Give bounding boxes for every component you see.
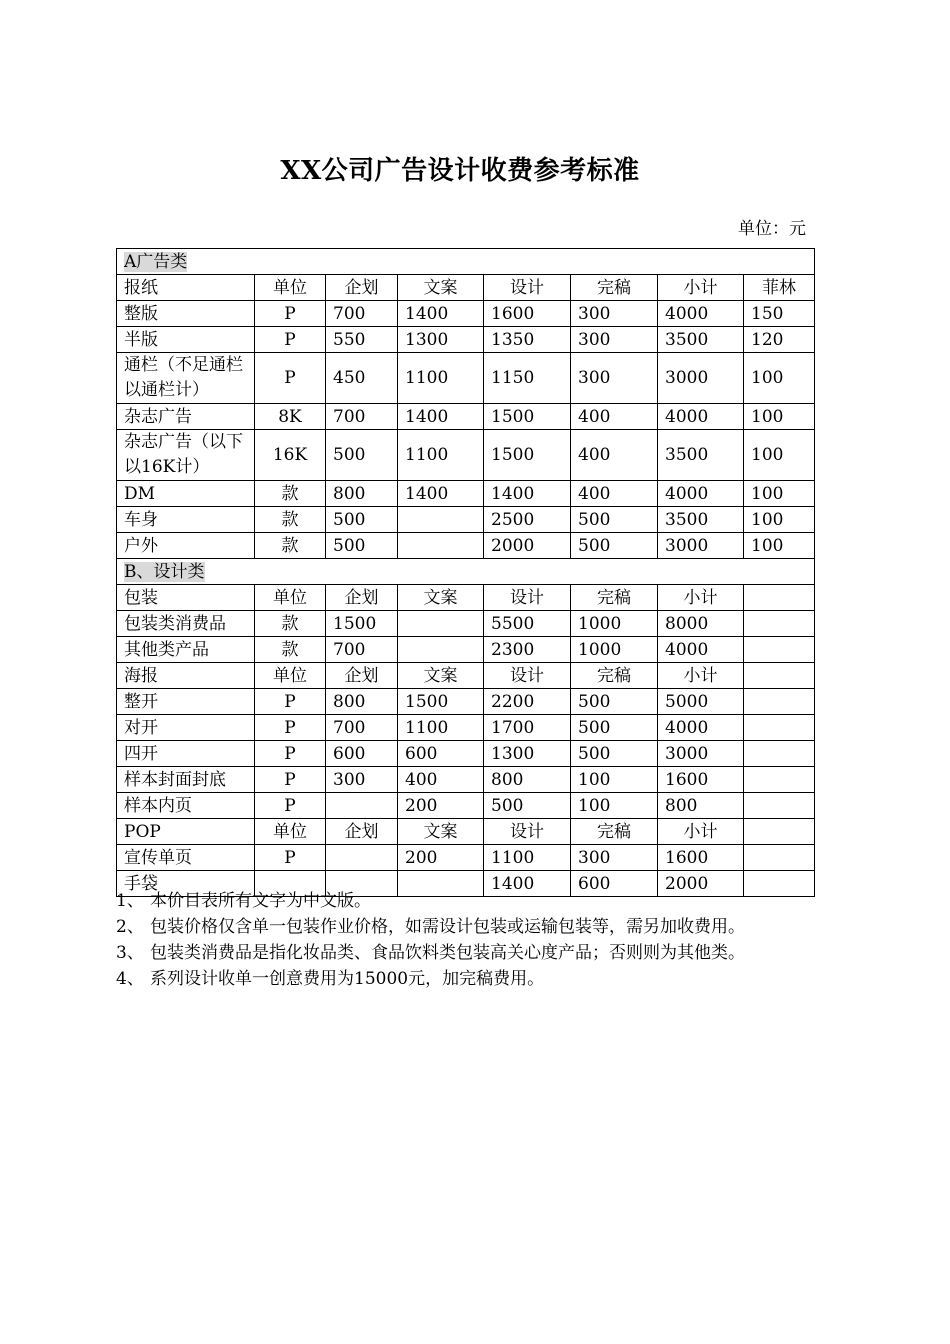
table-cell: 4000 — [658, 481, 744, 507]
header-cell: 文案 — [398, 819, 484, 845]
note-item — [116, 888, 745, 914]
table-cell: 5500 — [484, 611, 571, 637]
table-cell: 2200 — [484, 689, 571, 715]
table-cell: P — [255, 715, 326, 741]
table-cell: 1500 — [484, 430, 571, 481]
table-cell: 600 — [326, 741, 398, 767]
row-label-cell: 其他类产品 — [117, 637, 255, 663]
table-cell — [744, 689, 815, 715]
table-cell: 400 — [571, 430, 658, 481]
table-cell: 2000 — [484, 533, 571, 559]
table-cell: 300 — [571, 327, 658, 353]
table-cell: 500 — [571, 741, 658, 767]
header-cell: 小计 — [658, 819, 744, 845]
header-cell: 单位 — [255, 819, 326, 845]
header-cell: 企划 — [326, 275, 398, 301]
header-cell: 设计 — [484, 819, 571, 845]
table-cell: 150 — [744, 301, 815, 327]
header-cell: 文案 — [398, 663, 484, 689]
table-cell: 100 — [744, 533, 815, 559]
table-cell: 200 — [398, 793, 484, 819]
table-cell: 800 — [326, 689, 398, 715]
header-cell: 菲林 — [744, 275, 815, 301]
table-row — [117, 741, 815, 767]
table-cell: 500 — [326, 507, 398, 533]
table-cell: 1600 — [484, 301, 571, 327]
table-row — [117, 430, 815, 481]
table-cell: 100 — [571, 793, 658, 819]
table-cell — [326, 793, 398, 819]
table-cell: 1500 — [398, 689, 484, 715]
table-cell: 8000 — [658, 611, 744, 637]
header-cell: 报纸 — [117, 275, 255, 301]
packaging-header-row — [117, 585, 815, 611]
table-cell: P — [255, 741, 326, 767]
section-title: B、设计类 — [124, 561, 205, 582]
table-cell: 100 — [744, 430, 815, 481]
header-cell: 设计 — [484, 585, 571, 611]
table-cell — [744, 767, 815, 793]
table-cell: 1300 — [398, 327, 484, 353]
row-label-cell: 整版 — [117, 301, 255, 327]
row-label-cell: 包装类消费品 — [117, 611, 255, 637]
table-row — [117, 327, 815, 353]
table-cell: 1150 — [484, 353, 571, 404]
note-text: 包装类消费品是指化妆品类、食品饮料类包装高关心度产品；否则则为其他类。 — [150, 943, 745, 963]
header-cell: 单位 — [255, 663, 326, 689]
header-cell: 海报 — [117, 663, 255, 689]
row-label-cell: 杂志广告（以下以16K计） — [117, 430, 255, 481]
table-row — [117, 689, 815, 715]
header-cell: 单位 — [255, 275, 326, 301]
table-cell: 1600 — [658, 845, 744, 871]
table-cell: 款 — [255, 533, 326, 559]
table-cell: 1000 — [571, 611, 658, 637]
header-cell: 完稿 — [571, 275, 658, 301]
table-cell: 5000 — [658, 689, 744, 715]
header-cell: 完稿 — [571, 663, 658, 689]
table-cell: 1600 — [658, 767, 744, 793]
table-cell: 550 — [326, 327, 398, 353]
table-cell: 1350 — [484, 327, 571, 353]
table-cell: 2000 — [658, 871, 744, 897]
header-cell: 文案 — [398, 585, 484, 611]
table-cell: 1400 — [398, 301, 484, 327]
table-cell: 100 — [744, 353, 815, 404]
table-cell: 1400 — [398, 481, 484, 507]
table-cell: 1400 — [484, 481, 571, 507]
fee-table — [116, 248, 815, 897]
header-cell: 文案 — [398, 275, 484, 301]
table-cell: 8K — [255, 404, 326, 430]
table-row — [117, 793, 815, 819]
header-cell: 设计 — [484, 663, 571, 689]
table-row — [117, 301, 815, 327]
table-cell: 700 — [326, 637, 398, 663]
table-cell — [744, 637, 815, 663]
table-cell: P — [255, 327, 326, 353]
note-item — [116, 914, 745, 940]
table-row — [117, 611, 815, 637]
table-cell: 400 — [571, 481, 658, 507]
note-text: 系列设计收单一创意费用为15000元，加完稿费用。 — [150, 969, 545, 989]
section-title-cell — [117, 249, 815, 275]
table-cell: 款 — [255, 507, 326, 533]
table-cell: 4000 — [658, 637, 744, 663]
header-cell: 包装 — [117, 585, 255, 611]
note-number: 1、 — [116, 891, 144, 911]
table-cell: 120 — [744, 327, 815, 353]
row-label-cell: 宣传单页 — [117, 845, 255, 871]
table-cell: 100 — [744, 507, 815, 533]
table-cell — [398, 533, 484, 559]
table-cell: 1100 — [398, 715, 484, 741]
notes-list — [116, 888, 745, 992]
table-cell: 100 — [744, 404, 815, 430]
header-cell: 设计 — [484, 275, 571, 301]
table-cell: 400 — [398, 767, 484, 793]
table-cell: 4000 — [658, 301, 744, 327]
table-cell: 450 — [326, 353, 398, 404]
row-label-cell: 样本内页 — [117, 793, 255, 819]
header-cell — [744, 819, 815, 845]
table-cell: 300 — [571, 845, 658, 871]
table-cell: 300 — [326, 767, 398, 793]
table-cell: 500 — [571, 533, 658, 559]
header-cell: 小计 — [658, 585, 744, 611]
table-cell: 300 — [571, 301, 658, 327]
table-cell: 1100 — [398, 353, 484, 404]
table-cell: 3500 — [658, 327, 744, 353]
table-cell — [744, 611, 815, 637]
table-cell: P — [255, 793, 326, 819]
header-cell: 完稿 — [571, 585, 658, 611]
table-cell: P — [255, 689, 326, 715]
table-cell: P — [255, 301, 326, 327]
table-cell: 1400 — [398, 404, 484, 430]
table-row — [117, 507, 815, 533]
header-cell: 完稿 — [571, 819, 658, 845]
table-cell — [398, 507, 484, 533]
table-cell: P — [255, 845, 326, 871]
table-cell: 2300 — [484, 637, 571, 663]
table-cell: 3000 — [658, 533, 744, 559]
table-row — [117, 533, 815, 559]
table-cell — [744, 845, 815, 871]
table-cell: 700 — [326, 404, 398, 430]
table-cell: 3500 — [658, 430, 744, 481]
row-label-cell: 对开 — [117, 715, 255, 741]
table-cell: 4000 — [658, 715, 744, 741]
table-cell: 700 — [326, 301, 398, 327]
table-cell — [744, 793, 815, 819]
table-row — [117, 715, 815, 741]
table-cell: 500 — [326, 533, 398, 559]
header-cell — [744, 585, 815, 611]
header-cell: 小计 — [658, 275, 744, 301]
table-cell: 600 — [571, 871, 658, 897]
row-label-cell: DM — [117, 481, 255, 507]
table-row — [117, 353, 815, 404]
table-cell: 200 — [398, 845, 484, 871]
note-number: 3、 — [116, 943, 144, 963]
table-cell: 500 — [571, 689, 658, 715]
table-cell: 1500 — [326, 611, 398, 637]
row-label-cell: 样本封面封底 — [117, 767, 255, 793]
newspaper-header-row — [117, 275, 815, 301]
table-cell: 500 — [326, 430, 398, 481]
table-cell: 600 — [398, 741, 484, 767]
table-cell — [744, 715, 815, 741]
table-cell: 300 — [571, 353, 658, 404]
table-cell: 1700 — [484, 715, 571, 741]
table-row — [117, 845, 815, 871]
unit-label: 单位：元 — [738, 219, 806, 239]
note-text: 本价目表所有文字为中文版。 — [150, 891, 371, 911]
note-item — [116, 940, 745, 966]
table-cell: 700 — [326, 715, 398, 741]
table-cell: 款 — [255, 611, 326, 637]
section-title: A广告类 — [124, 251, 188, 272]
page-title: XX公司广告设计收费参考标准 — [280, 156, 640, 186]
header-cell — [744, 663, 815, 689]
table-cell: 500 — [484, 793, 571, 819]
row-label-cell: 户外 — [117, 533, 255, 559]
note-number: 4、 — [116, 969, 144, 989]
header-cell: 企划 — [326, 585, 398, 611]
table-cell: 3000 — [658, 353, 744, 404]
table-cell — [744, 871, 815, 897]
row-label-cell: 杂志广告 — [117, 404, 255, 430]
section-b-row — [117, 559, 815, 585]
section-a-row — [117, 249, 815, 275]
table-cell: 1000 — [571, 637, 658, 663]
table-cell: 2500 — [484, 507, 571, 533]
table-row — [117, 637, 815, 663]
table-cell: 16K — [255, 430, 326, 481]
table-cell: 500 — [571, 715, 658, 741]
row-label-cell: 通栏（不足通栏以通栏计） — [117, 353, 255, 404]
header-cell: 单位 — [255, 585, 326, 611]
table-cell — [326, 845, 398, 871]
table-cell: 款 — [255, 637, 326, 663]
table-cell: 100 — [571, 767, 658, 793]
table-cell — [398, 637, 484, 663]
table-row — [117, 404, 815, 430]
note-text: 包装价格仅含单一包装作业价格，如需设计包装或运输包装等，需另加收费用。 — [150, 917, 745, 937]
section-title-cell — [117, 559, 815, 585]
header-cell: 小计 — [658, 663, 744, 689]
header-cell: 企划 — [326, 663, 398, 689]
table-cell: 1400 — [484, 871, 571, 897]
row-label-cell: 手袋 — [117, 871, 255, 897]
table-cell: 100 — [744, 481, 815, 507]
table-cell: 4000 — [658, 404, 744, 430]
note-item — [116, 966, 745, 992]
table-cell: 800 — [484, 767, 571, 793]
header-cell: POP — [117, 819, 255, 845]
table-cell: 1100 — [398, 430, 484, 481]
table-cell: P — [255, 767, 326, 793]
table-cell: 3000 — [658, 741, 744, 767]
poster-header-row — [117, 663, 815, 689]
table-cell: 1100 — [484, 845, 571, 871]
table-row — [117, 481, 815, 507]
table-cell: 1300 — [484, 741, 571, 767]
note-number: 2、 — [116, 917, 144, 937]
pop-header-row — [117, 819, 815, 845]
table-cell: 800 — [326, 481, 398, 507]
table-row — [117, 767, 815, 793]
table-cell: 800 — [658, 793, 744, 819]
table-cell: 500 — [571, 507, 658, 533]
row-label-cell: 四开 — [117, 741, 255, 767]
table-cell: 400 — [571, 404, 658, 430]
table-cell: 1500 — [484, 404, 571, 430]
table-cell: P — [255, 353, 326, 404]
row-label-cell: 整开 — [117, 689, 255, 715]
table-cell: 款 — [255, 481, 326, 507]
table-cell: 3500 — [658, 507, 744, 533]
table-cell — [744, 741, 815, 767]
header-cell: 企划 — [326, 819, 398, 845]
table-cell — [398, 611, 484, 637]
row-label-cell: 车身 — [117, 507, 255, 533]
row-label-cell: 半版 — [117, 327, 255, 353]
